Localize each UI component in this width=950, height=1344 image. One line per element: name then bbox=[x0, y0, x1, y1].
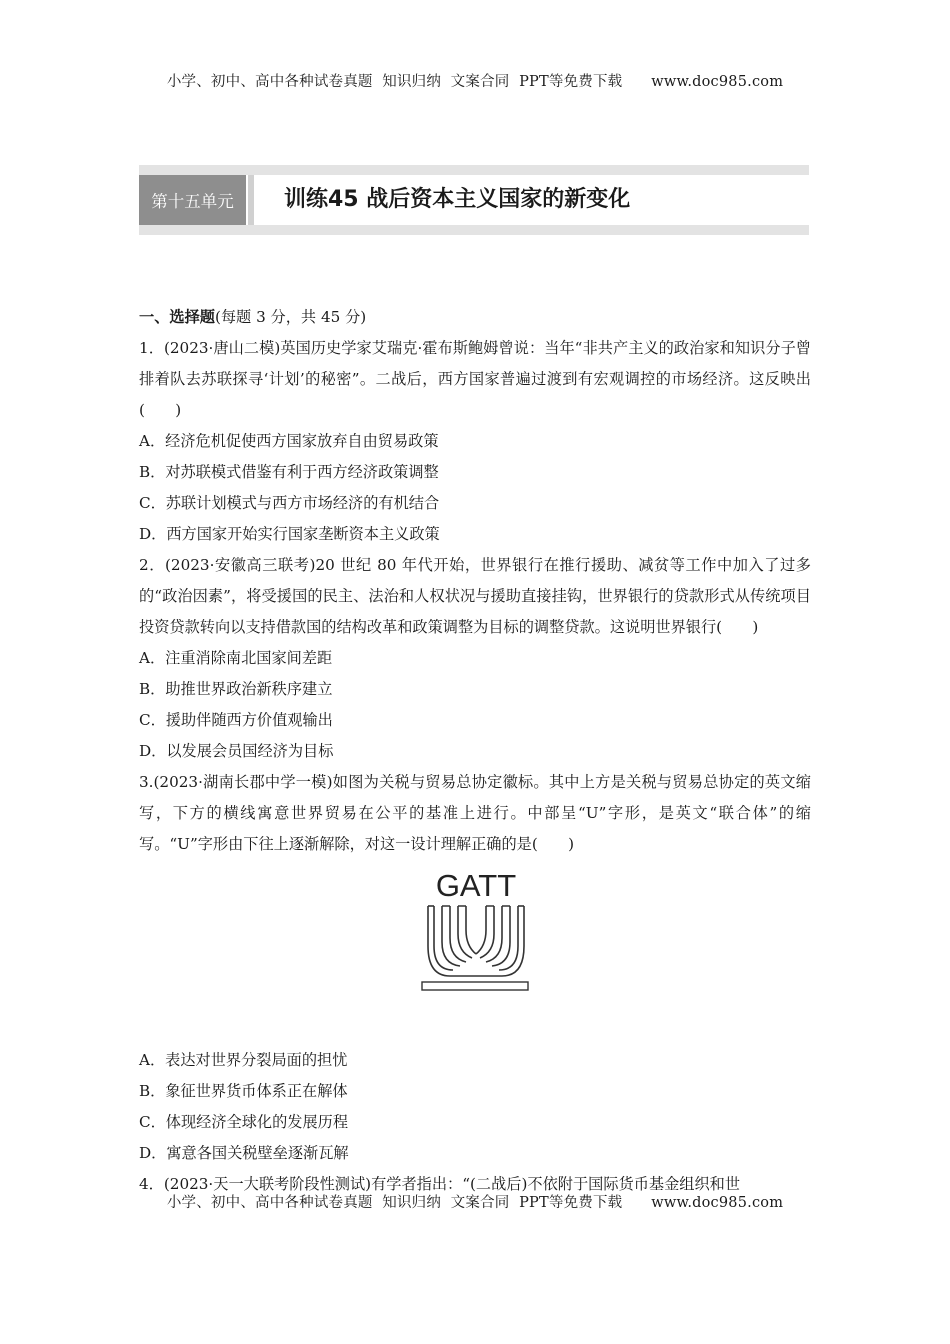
question-stem: 如图为关税与贸易总协定徽标。其中上方是关税与贸易总协定的英文缩写，下方的横线寓意世界贸易在公平的基准上进行。中部呈“U”字形，是英文“联合体”的缩写。“U”字形由下往上逐渐解除，对这一设计理解正确的是( ) bbox=[139, 773, 811, 853]
question-source: (2023·唐山二模) bbox=[163, 339, 281, 357]
option-c: C．体现经济全球化的发展历程 bbox=[139, 1113, 349, 1131]
section-title: 一、选择题 bbox=[139, 308, 215, 326]
banner-bottom-bar bbox=[139, 225, 809, 235]
question-number: 3. bbox=[139, 773, 154, 791]
option-b: B．对苏联模式借鉴有利于西方经济政策调整 bbox=[139, 463, 439, 481]
gatt-logo-icon bbox=[420, 866, 532, 996]
question-source: (2023·天一大联考阶段性测试) bbox=[163, 1175, 372, 1193]
question-3 bbox=[139, 767, 811, 860]
unit-label: 第十五单元 bbox=[139, 175, 246, 225]
section-heading bbox=[139, 302, 811, 333]
gatt-logo-figure bbox=[139, 860, 811, 1045]
question-2 bbox=[139, 550, 811, 643]
option-b: B．助推世界政治新秩序建立 bbox=[139, 680, 333, 698]
question-source: (2023·湖南长郡中学一模) bbox=[153, 773, 333, 791]
option-b: B．象征世界货币体系正在解体 bbox=[139, 1082, 348, 1100]
banner-separator bbox=[248, 175, 254, 225]
option-c: C．援助伴随西方价值观输出 bbox=[139, 711, 333, 729]
question-1 bbox=[139, 333, 811, 426]
page-footer: 小学、初中、高中各种试卷真题 知识归纳 文案合同 PPT等免费下载 www.doc985.com bbox=[166, 1195, 784, 1211]
question-source: (2023·安徽高三联考) bbox=[165, 556, 316, 574]
question-stem: 英国历史学家艾瑞克·霍布斯鲍姆曾说：当年“非共产主义的政治家和知识分子曾排着队去苏联探寻‘计划’的秘密”。二战后，西方国家普遍过渡到有宏观调控的市场经济。这反映出( ) bbox=[139, 339, 811, 419]
option-d: D．西方国家开始实行国家垄断资本主义政策 bbox=[139, 525, 440, 543]
option-a: A．注重消除南北国家间差距 bbox=[139, 649, 333, 667]
question-stem: 有学者指出：“(二战后)不依附于国际货币基金组织和世 bbox=[371, 1175, 741, 1193]
option-a: A．表达对世界分裂局面的担忧 bbox=[139, 1051, 348, 1069]
section-note: (每题 3 分，共 45 分) bbox=[214, 308, 367, 326]
option-d: D．以发展会员国经济为目标 bbox=[139, 742, 334, 760]
option-c: C．苏联计划模式与西方市场经济的有机结合 bbox=[139, 494, 440, 512]
question-number: 1． bbox=[139, 339, 164, 357]
option-d: D．寓意各国关税壁垒逐渐瓦解 bbox=[139, 1144, 349, 1162]
question-number: 2． bbox=[139, 556, 165, 574]
question-number: 4． bbox=[139, 1175, 164, 1193]
gatt-logo-text: GATT bbox=[435, 868, 517, 903]
option-a: A．经济危机促使西方国家放弃自由贸易政策 bbox=[139, 432, 439, 450]
page-title: 训练45 战后资本主义国家的新变化 bbox=[284, 187, 631, 212]
question-stem: 20 世纪 80 年代开始，世界银行在推行援助、减贫等工作中加入了过多的“政治因素”，将受援国的民主、法治和人权状况与援助直接挂钩，世界银行的贷款形式从传统项目投资贷款转向以支持借款国的结构改革和政策调整为目标的调整贷款。这说明世界银行( ) bbox=[139, 556, 811, 636]
page-header: 小学、初中、高中各种试卷真题 知识归纳 文案合同 PPT等免费下载 www.doc985.com bbox=[166, 74, 784, 90]
question-content bbox=[139, 302, 811, 1200]
unit-banner bbox=[139, 165, 809, 235]
banner-top-bar bbox=[139, 165, 809, 175]
